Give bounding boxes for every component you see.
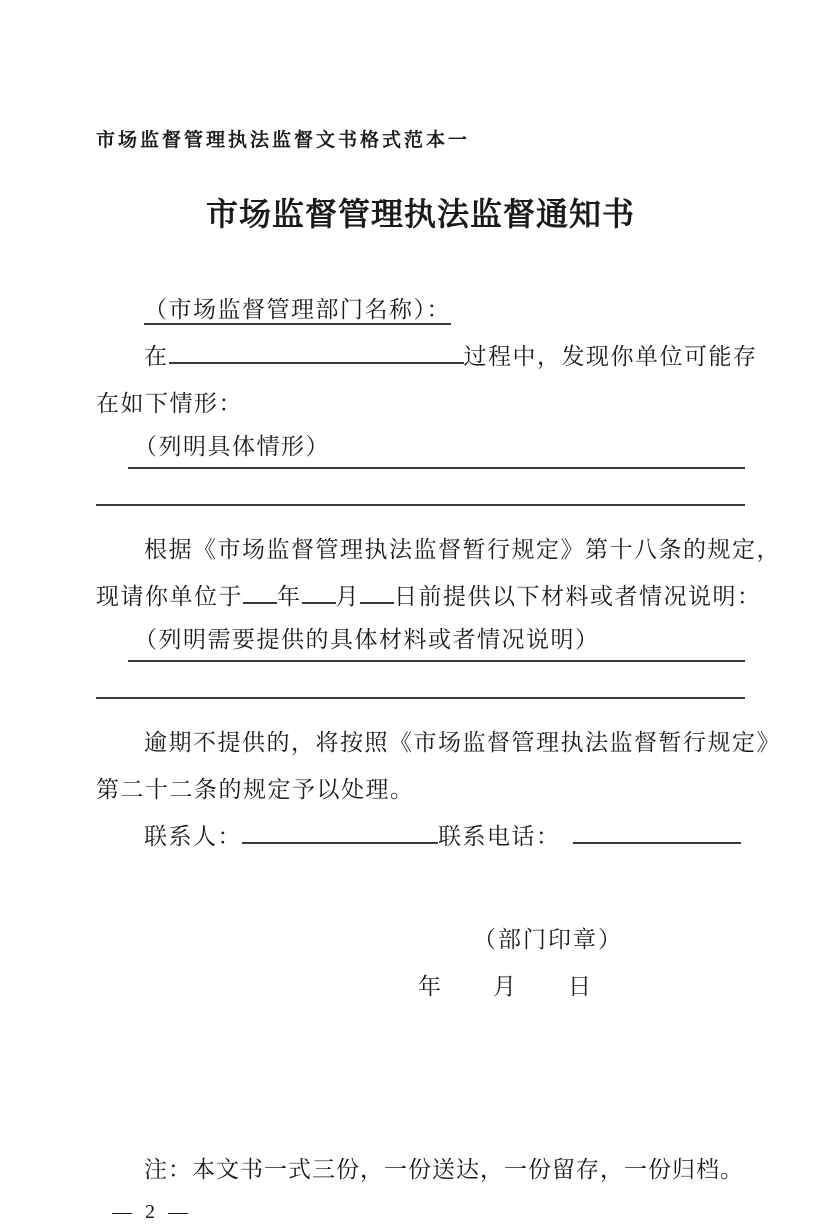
blank-ruled-line-1 (96, 469, 745, 506)
materials-placeholder-line (128, 620, 745, 662)
department-seal-placeholder: （部门印章） (473, 927, 623, 952)
p2-prefix-text: 现请你单位于 (96, 584, 243, 609)
month-label: 月 (335, 584, 360, 609)
contact-person-blank-field (242, 818, 438, 844)
salutation-line (96, 286, 745, 333)
copies-note: 注：本文书一式三份，一份送达，一份留存，一份归档。 (144, 1157, 744, 1182)
contact-line (96, 813, 745, 860)
day-suffix-text: 日前提供以下材料或者情况说明： (394, 584, 762, 609)
process-blank-field (169, 338, 464, 364)
contact-phone-blank-field (573, 818, 741, 844)
recipient-name-field: （市场监督管理部门名称）： (144, 297, 451, 325)
day-blank-field (360, 578, 394, 604)
date-line: 年 月 日 (418, 974, 593, 999)
year-label: 年 (277, 584, 302, 609)
header-note: 市场监督管理执法监督文书格式范本一 (96, 130, 471, 151)
paragraph-3-line-2: 第二十二条的规定予以处理。 (96, 777, 415, 802)
p1-suffix-text: 过程中，发现你单位可能存 (463, 344, 758, 369)
paragraph-3-line-1: 逾期不提供的，将按照《市场监督管理执法监督暂行规定》 (144, 730, 781, 755)
document-title: 市场监督管理执法监督通知书 (205, 196, 635, 232)
year-blank-field (243, 578, 277, 604)
paragraph-2-line-1: 根据《市场监督管理执法监督暂行规定》第十八条的规定， (144, 537, 781, 562)
paragraph-1-line-1 (96, 333, 758, 380)
contact-phone-label: 联系电话： (438, 824, 561, 849)
blank-ruled-line-2 (96, 662, 745, 699)
p1-prefix-text: 在 (144, 344, 169, 369)
page-number: — 2 — (112, 1201, 192, 1223)
situation-placeholder-line (128, 427, 745, 469)
contact-person-label: 联系人： (144, 824, 242, 849)
month-blank-field (302, 578, 336, 604)
paragraph-1-line-2: 在如下情形： (96, 391, 243, 416)
paragraph-2-line-2 (96, 573, 762, 620)
materials-placeholder-text: （列明需要提供的具体材料或者情况说明） (134, 627, 600, 652)
signature-block (96, 916, 745, 1010)
situation-placeholder-text: （列明具体情形） (134, 434, 330, 459)
